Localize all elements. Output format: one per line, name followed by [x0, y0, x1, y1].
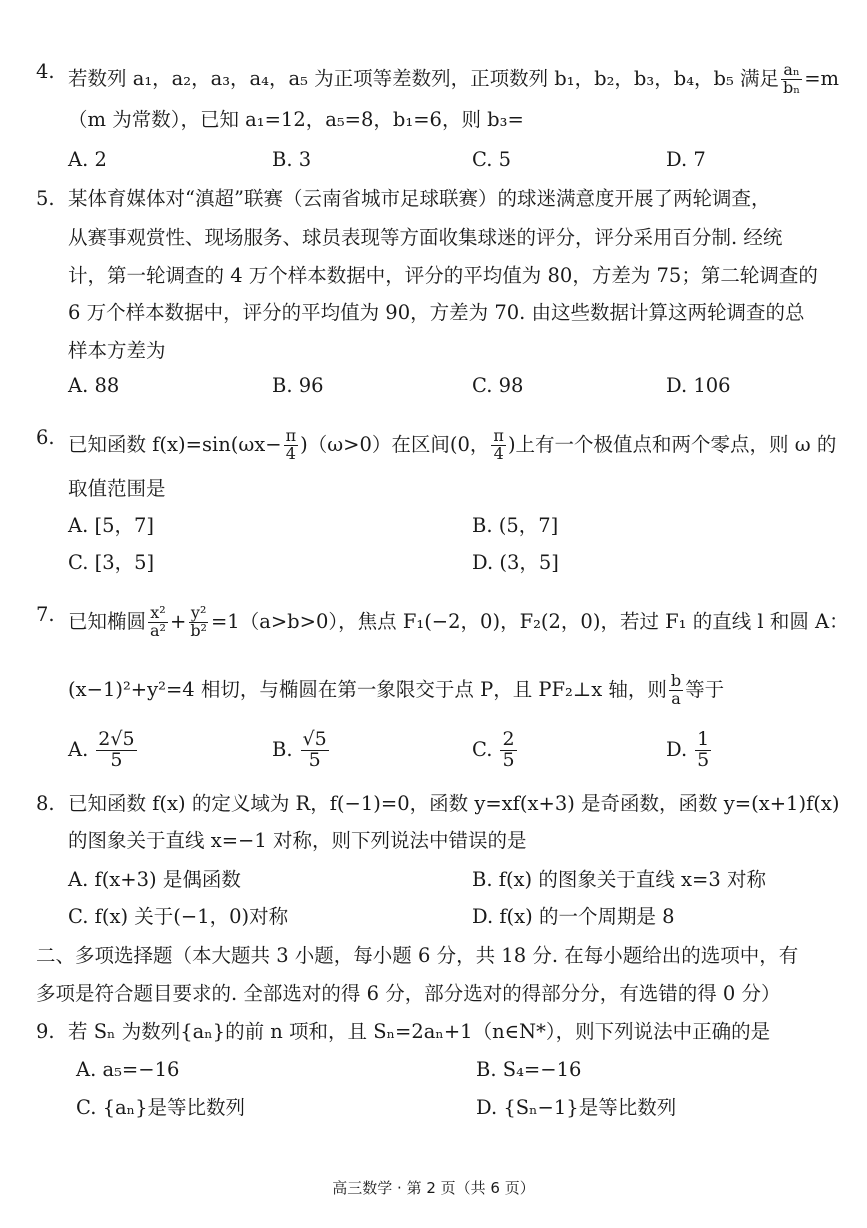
- q4-fraction: $\frac{\text{aₙ}}{\text{bₙ}}$: [783, 60, 801, 97]
- q4-option-d: D. 7: [666, 148, 706, 171]
- q7-fraction-ba: $\frac{b}{a}$: [670, 671, 682, 708]
- q8-number: 8.: [36, 792, 55, 815]
- q7-option-d: D. $\frac{1}{5}$: [666, 728, 710, 771]
- q6-option-b: B. (5，7]: [472, 514, 559, 537]
- q6-fraction-2: $\frac{\pi}{4}$: [493, 426, 504, 463]
- q8-option-c: C. f(x) 关于(−1，0)对称: [68, 905, 289, 928]
- q6-option-c: C. [3，5]: [68, 551, 155, 574]
- q4-number: 4.: [36, 60, 55, 83]
- q9-option-b: B. S₄=−16: [476, 1058, 582, 1081]
- q5-number: 5.: [36, 187, 55, 210]
- page-footer: 高三数学 · 第 2 页（共 6 页）: [332, 1179, 535, 1197]
- q9-option-c: C. {aₙ}是等比数列: [76, 1096, 245, 1119]
- q9-option-d: D. {Sₙ−1}是等比数列: [476, 1096, 677, 1119]
- q7-option-c: C. $\frac{2}{5}$: [472, 728, 515, 771]
- q9-option-a: A. a₅=−16: [76, 1058, 180, 1081]
- q7-number: 7.: [36, 603, 55, 626]
- exam-page: 4. 若数列 a₁，a₂，a₃，a₄，a₅ 为正项等差数列，正项数列 b₁，b₂，b₃，b₄，b₅ 满足 $\frac{\text{aₙ}}{\text{bₙ}}$ =m （m 为常数），已知 a₁=12，a₅=8，b₁=6，则 b₃= A. 2 B. 3 C. 5 D. 7 5. 某体育媒体对“滇超”联赛（云南省城市足球联赛）的球迷满意度开展了两轮调查， 从赛事观赏性、现场服务、球员表现等方面收集球迷的评分，评分采用百分制. 经统 计，第一轮调查的 4 万个样本数据中，评分的平均值为 80，方差为 75；第二轮调查的 6 万个样本数据中，评分的平均值为 90，方差为 70. 由这些数据计算这两轮调查的总 样本方差为 A. 88 B. 96 C. 98 D. 106 6. 已知函数 f(x)=sin(ωx− $\frac{\pi}{4}$ )（ω>0）在区间(0， $\frac{\pi}{4}$ )上有一个极值点和两个零点，则 ω 的 取值范围是 A. [5，7] B. (5，7] C. [3，5] D. (3，5] 7. 已知椭圆 $\frac{\text{x²}}{\text{a²}}$ + $\frac{\text{y²}}{\text{b²}}$ =1（a>b>0），焦点 F₁(−2，0)，F₂(2，0)，若过 F₁ 的直线 l 和圆 A： (x−1)²+y²=4 相切，与椭圆在第一象限交于点 P，且 PF₂⊥x 轴，则 $\frac{b}{a}$ 等于 A. $\frac{2√5}{5}$ B. $\frac{√5}{5}$ C. $\frac{2}{5}$ D. $\frac{1}{5}$ 8. 已知函数 f(x) 的定义域为 R，f(−1)=0，函数 y=xf(x+3) 是奇函数，函数 y=(x+1)f(x) 的图象关于直线 x=−1 对称，则下列说法中错误的是 A. f(x+3) 是偶函数 B. f(x) 的图象关于直线 x=3 对称 C. f(x) 关于(−1，0)对称 D. f(x) 的一个周期是 8 二、多项选择题（本大题共 3 小题，每小题 6 分，共 18 分. 在每小题给出的选项中，有 多项是符合题目要求的. 全部选对的得 6 分，部分选对的得部分分，有选错的得 0 分） 9. 若 Sₙ 为数列{aₙ}的前 n 项和，且 Sₙ=2aₙ+1（n∈N*），则下列说法中正确的是 A. a₅=−16 B. S₄=−16 C. {aₙ}是等比数列 D. {Sₙ−1}是等比数列 高三数学 · 第 2 页（共 6 页）: [0, 0, 867, 1228]
- q8-option-b: B. f(x) 的图象关于直线 x=3 对称: [472, 868, 766, 891]
- q5-option-d: D. 106: [666, 374, 731, 397]
- section2-heading: 二、多项选择题（本大题共 3 小题，每小题 6 分，共 18 分. 在每小题给出的选项中，有: [36, 944, 799, 967]
- q7-fraction-y: $\frac{\text{y²}}{\text{b²}}$: [190, 603, 207, 640]
- q4-option-b: B. 3: [272, 148, 312, 171]
- q6-number: 6.: [36, 426, 55, 449]
- q8-option-d: D. f(x) 的一个周期是 8: [472, 905, 675, 928]
- q6-option-d: D. (3，5]: [472, 551, 559, 574]
- q9-number: 9.: [36, 1020, 55, 1043]
- section2-heading-2: 多项是符合题目要求的. 全部选对的得 6 分，部分选对的得部分分，有选错的得 0 分）: [36, 982, 781, 1005]
- q4-option-c: C. 5: [472, 148, 512, 171]
- q5-option-a: A. 88: [68, 374, 120, 397]
- q4-text: 若数列 a₁，a₂，a₃，a₄，a₅ 为正项等差数列，正项数列 b₁，b₂，b₃，b₄，b₅ 满足: [68, 66, 780, 90]
- q7-option-b: B. $\frac{√5}{5}$: [272, 728, 327, 771]
- q6-fraction-1: $\frac{\pi}{4}$: [285, 426, 297, 463]
- q5-option-c: C. 98: [472, 374, 524, 397]
- q7-option-a: A. $\frac{2√5}{5}$: [68, 728, 135, 771]
- q7-fraction-x: $\frac{\text{x²}}{\text{a²}}$: [150, 603, 166, 640]
- q5-option-b: B. 96: [272, 374, 324, 397]
- q8-option-a: A. f(x+3) 是偶函数: [68, 868, 241, 891]
- q6-option-a: A. [5，7]: [68, 514, 155, 537]
- q4-option-a: A. 2: [68, 148, 107, 171]
- q4-text-2: （m 为常数），已知 a₁=12，a₅=8，b₁=6，则 b₃=: [68, 108, 524, 131]
